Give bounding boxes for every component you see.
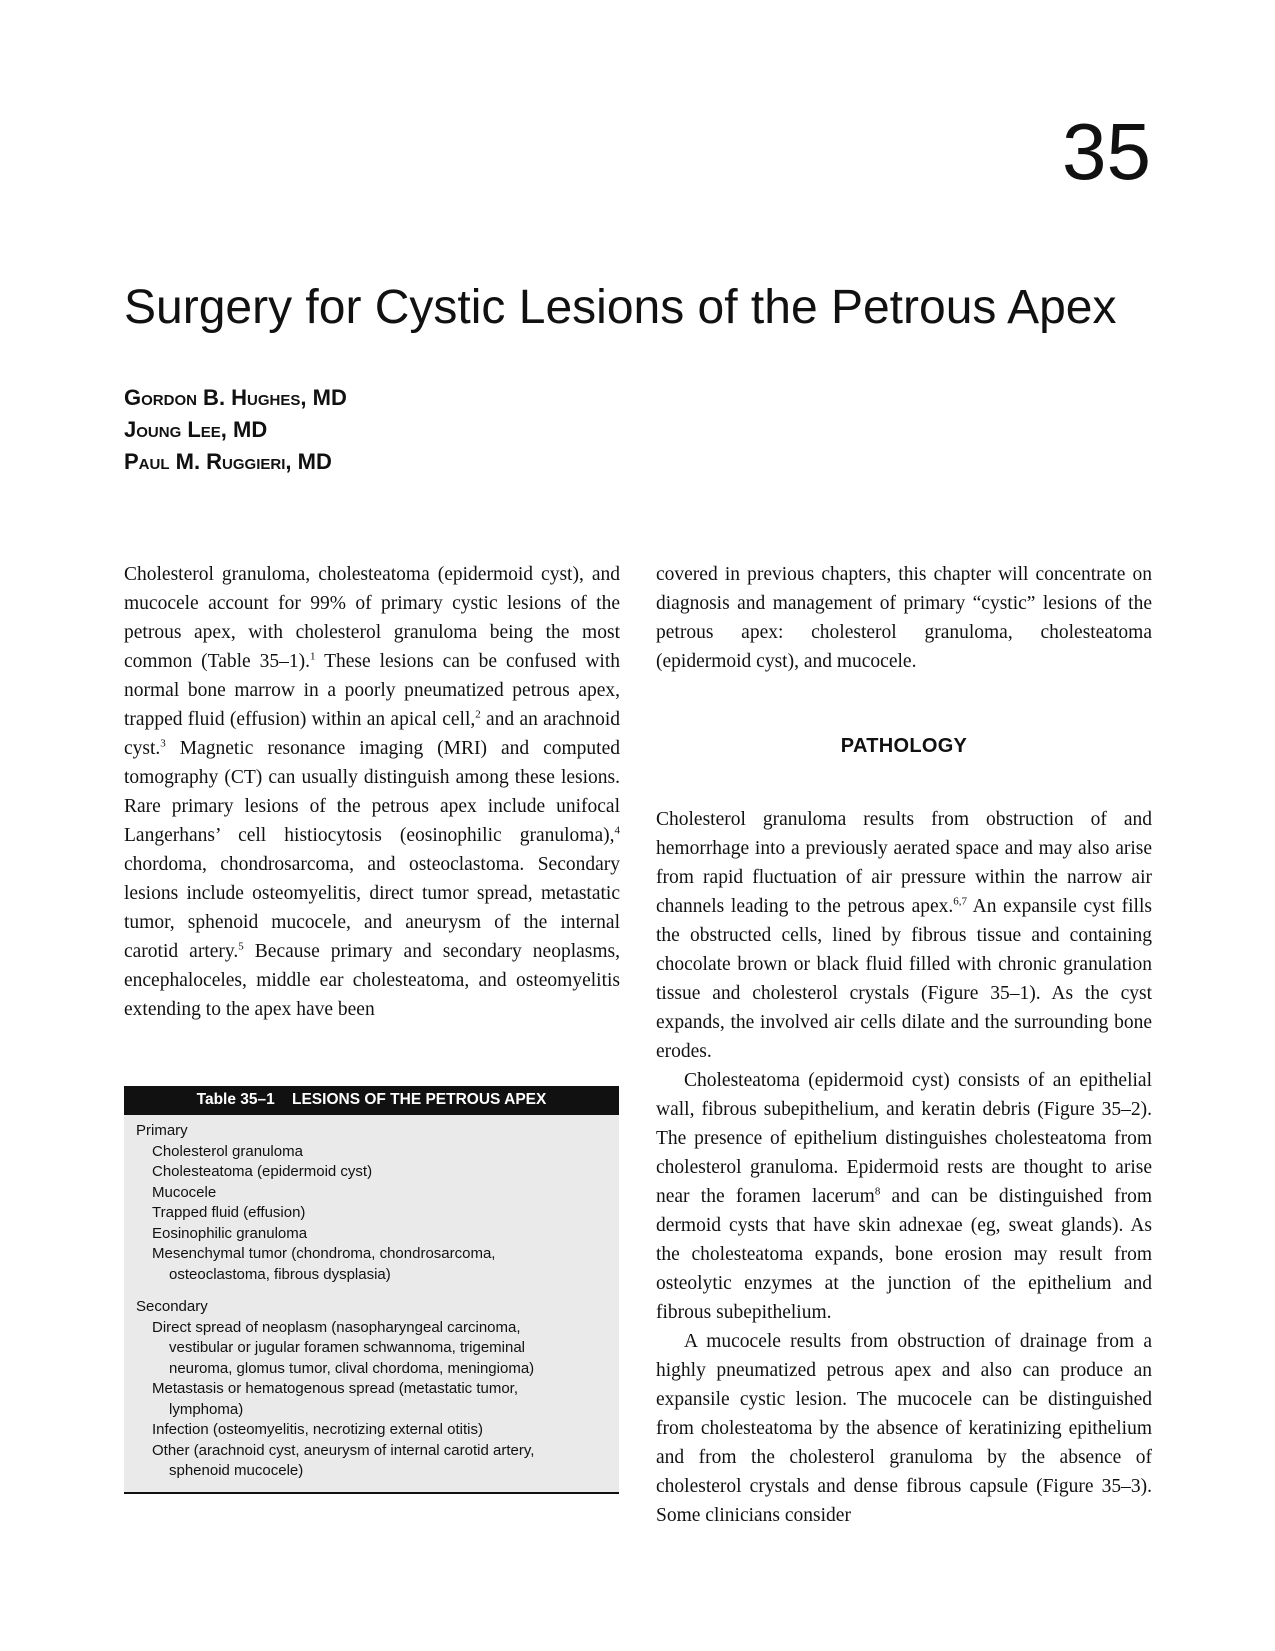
reference-marker: 5: [238, 940, 244, 953]
lesions-table: [124, 1086, 619, 1494]
table-item: Mucocele: [152, 1183, 217, 1201]
table-category: Primary: [136, 1122, 188, 1139]
table-item: Eosinophilic granuloma: [152, 1224, 308, 1242]
table-item: Cholesteatoma (epidermoid cyst): [152, 1163, 373, 1180]
pathology-paragraph: Cholesterol granuloma results from obstruction of and hemorrhage into a previously aerated space and may also arise from rapid fluctuation of air pressure within the narrow air channels leading to the petrous apex.$^{6,7}$ An expansile cyst fills the obstructed cells, lined by fibrous tissue and containing chocolate brown or black fluid filled with chronic granulation tissue and cholesterol crystals (Figure 35–1). As the cyst expands, the involved air cells dilate and the surrounding bone erodes.: [656, 809, 1152, 1062]
reference-marker: 4: [614, 824, 620, 837]
reference-marker: 2: [475, 708, 481, 721]
table-item: Cholesterol granuloma: [152, 1142, 303, 1160]
pathology-paragraph: A mucocele results from obstruction of drainage from a highly pneumatized petrous apex and also can produce an expansile cystic lesion. The mucocele can be distinguished from cholesteatoma by the absence of keratinizing epithelium and from the cholesterol granuloma by the absence of cholesterol crystals and dense fibrous capsule (Figure 35–3). Some clinicians consider: [656, 1331, 1152, 1526]
table-body: [124, 1115, 619, 1492]
section-heading: PATHOLOGY: [840, 735, 968, 757]
table-item: Direct spread of neoplasm (nasopharyngeal carcinoma, vestibular or jugular foramen schwannoma, trigeminal neuroma, glomus tumor, clival chordoma, meningioma): [152, 1318, 535, 1377]
continued-paragraph: covered in previous chapters, this chapter will concentrate on diagnosis and management of primary “cystic” lesions of the petrous apex: cholesterol granuloma, cholesteatoma (epidermoid cyst), and mucocele.: [656, 564, 1152, 672]
author-name: Gordon B. Hughes, MD: [124, 385, 347, 410]
reference-marker: 8: [874, 1185, 881, 1198]
table-item: Infection (osteomyelitis, necrotizing external otitis): [152, 1421, 483, 1438]
table-title: Table 35–1 LESIONS OF THE PETROUS APEX: [124, 1086, 619, 1115]
pathology-paragraph: Cholesteatoma (epidermoid cyst) consists of an epithelial wall, fibrous subepithelium, and keratin debris (Figure 35–2). The presence of epithelium distinguishes cholesteatoma from cholesterol granuloma. Epidermoid rests are thought to arise near the foramen lacerum$^8$ and can be distinguished from dermoid cysts that have skin adnexae (eg, sweat glands). As the cholesteatoma expands, bone erosion may result from osteolytic enzymes at the junction of the epithelium and fibrous subepithelium.: [656, 1070, 1152, 1323]
intro-paragraph: Cholesterol granuloma, cholesteatoma (epidermoid cyst), and mucocele account for 99% of primary cystic lesions of the petrous apex, with cholesterol granuloma being the most common (Table 35–1).$^1$ These lesions can be confused with normal bone marrow in a poorly pneumatized petrous apex, trapped fluid (effusion) within an apical cell,$^2$ and an arachnoid cyst.$^3$ Magnetic resonance imaging (MRI) and computed tomography (CT) can usually distinguish among these lesions. Rare primary lesions of the petrous apex include unifocal Langerhans’ cell histiocytosis (eosinophilic granuloma),$^4$ chordoma, chondrosarcoma, and osteoclastoma. Secondary lesions include osteomyelitis, direct tumor spread, metastatic tumor, sphenoid mucocele, and aneurysm of the internal carotid artery.$^5$ Because primary and secondary neoplasms, encephaloceles, middle ear cholesteatoma, and osteomyelitis extending to the apex have been: [124, 564, 620, 1020]
left-column: [124, 560, 620, 1024]
table-item: Mesenchymal tumor (chondroma, chondrosarcoma, osteoclastoma, fibrous dysplasia): [152, 1245, 496, 1283]
right-column: [656, 560, 1152, 1530]
chapter-number: 35: [1062, 107, 1151, 196]
table-item: Metastasis or hematogenous spread (metastatic tumor, lymphoma): [152, 1380, 519, 1418]
reference-marker: 1: [310, 650, 316, 663]
table-category: Secondary: [136, 1298, 208, 1315]
author-list: [124, 382, 347, 478]
table-item: Other (arachnoid cyst, aneurysm of internal carotid artery, sphenoid mucocele): [152, 1441, 535, 1479]
reference-marker: 3: [160, 737, 166, 750]
author-name: Joung Lee, MD: [124, 417, 268, 442]
table-item: Trapped fluid (effusion): [152, 1204, 306, 1221]
chapter-title: Surgery for Cystic Lesions of the Petrous Apex: [124, 281, 1117, 334]
author-name: Paul M. Ruggieri, MD: [124, 449, 332, 474]
reference-marker: 6,7: [953, 895, 967, 908]
